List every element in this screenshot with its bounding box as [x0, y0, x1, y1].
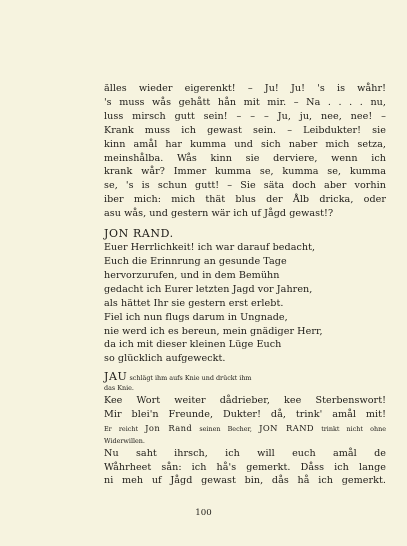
jau-speech-3 [104, 447, 386, 489]
stage-direction [104, 372, 386, 394]
text-column [104, 82, 386, 488]
stage-text: schlägt ihm aufs Knie und drückt ihm [129, 374, 252, 383]
jau-speech-1 [104, 82, 386, 221]
verse-line: da ich mit dieser kleinen Lüge Euch [104, 339, 282, 351]
speaker-name: JAU [104, 370, 128, 384]
verse-line: als hättet Ihr sie gestern erst erlebt. [104, 297, 284, 309]
page-number: 100 [195, 508, 212, 518]
verse-line: Fiel ich nun flugs darum in Ungnade, [104, 311, 288, 323]
prose-line: Nu saht ihrsch, ich will euch amål de [104, 447, 386, 459]
verse-line: gedacht ich Eurer letzten Jagd vor Jahren, [104, 283, 313, 295]
verse-line: so glücklich aufgeweckt. [104, 353, 226, 365]
prose-line: ni meh uf Jågd gewast bin, dås hå ich gemerkt. [104, 475, 386, 487]
prose-line: asu wås, und gestern wär ich uf Jågd gewast!? [104, 208, 334, 220]
prose-line: luss mirsch gutt sein! – – – Ju, ju, nee, nee! – [104, 110, 386, 122]
stage-direction: Er reicht Jon Rand seinen Becher, JON RAND trinkt nicht ohne [104, 422, 386, 433]
prose-line: Mir blei'n Freunde, Dukter! då, trink' amål mit! [104, 408, 386, 420]
stage-text: das Knie. [104, 384, 134, 393]
prose-line: meinshålba. Wås kinn sie derviere, wenn ich [104, 152, 386, 164]
jau-speech-2 [104, 394, 386, 422]
verse-line: Euch die Erinnrung an gesunde Tage [104, 255, 287, 267]
stage-text: Widerwillen. [104, 436, 145, 445]
prose-line: se, 's is schun gutt! – Sie säta doch aber vorhin [104, 180, 386, 192]
prose-line: kinn amål har kumma und sich naber mich setza, [104, 138, 386, 150]
prose-line: 's muss wås gehått hån mit mir. – Na . . . . nu, [104, 96, 386, 108]
prose-line: iber mich: mich thät blus der Ålb dricka, oder [104, 194, 386, 206]
verse-line: hervorzurufen, und in dem Bemühn [104, 269, 280, 281]
verse-line: Euer Herrlichkeit! ich war darauf bedacht, [104, 242, 316, 254]
speaker-name: JON RAND. [104, 227, 174, 241]
verse-line: nie werd ich es bereun, mein gnädiger Herr, [104, 325, 323, 337]
jon-rand-verse [104, 241, 386, 366]
prose-line: ălles wieder eigerenkt! – Ju! Ju! 's is wåhr! [104, 83, 386, 94]
prose-line: Kee Wort weiter dådrieber, kee Sterbenswort! [104, 394, 386, 406]
prose-line: Wåhrheet sån: ich hå's gemerkt. Dåss ich lange [104, 461, 386, 473]
prose-line: Krank muss ich gewast sein. – Leibdukter! sie [104, 124, 386, 136]
prose-line: krank wår? Immer kumma se, kumma se, kumma [104, 166, 386, 178]
